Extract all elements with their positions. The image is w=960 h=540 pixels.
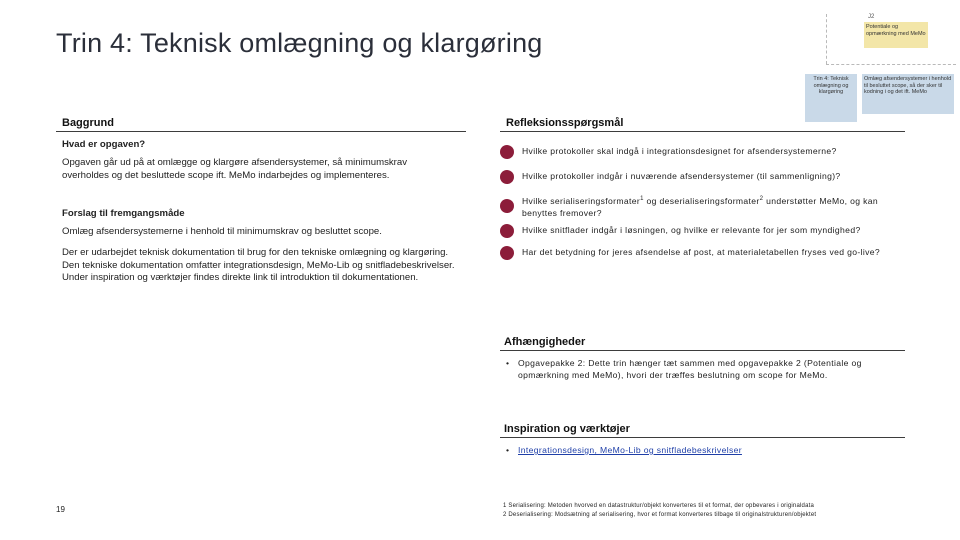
question-text: Hvilke snitflader indgår i løsningen, og hvilke er relevante for jer som myndighed? [522,225,861,235]
reflection-question [500,145,907,159]
documentation-text: Der er udarbejdet teknisk dokumentation til brug for den tekniske omlægning og klargøring. Den tekniske dokumentation omfatter integrationsdesign, MeMo-Lib og snitfladebeskrivelser. Under inspiration og værktøjer findes direkte link til introduktion til dokumentationen. [62,247,455,283]
reflection-question [500,224,907,238]
inspiration-heading: Inspiration og værktøjer [504,423,630,435]
question-part: understøtter MeMo, og kan benyttes fremover? [522,195,878,218]
reflection-question [500,170,907,184]
map-box-current: Trin 4: Teknisk omlægning og klargøring [805,74,857,122]
background-heading: Baggrund [62,117,114,129]
reflection-question [500,193,907,219]
question-text [522,193,907,219]
dependency-item [506,357,898,381]
question-part: og deserialiseringsformater [646,195,760,206]
page-number: 19 [56,505,65,514]
footnote-ref: 1 [640,196,644,202]
question-text: Har det betydning for jeres afsendelse af post, at materialetabellen fryses ved go-live? [522,247,881,257]
footnote-2: 2 Deserialisering: Modsætning af serialisering, hvor et format konverteres tilbage til originalstrukturen/objektet [503,512,817,518]
footnote-ref: 2 [759,196,764,202]
question-text: Hvilke protokoller indgår i nuværende afsendersystemer (til sammenligning)? [522,171,841,181]
footnote-1: 1 Serialisering: Metoden hvorved en datastruktur/objekt konverteres til et format, der opbevares i originaldata [503,503,815,509]
dependency-text: Opgavepakke 2: Dette trin hænger tæt sammen med opgavepakke 2 (Potentiale og opmærkning med MeMo), hvori der træffes beslutning om scope for MeMo. [518,358,862,380]
map-step-number: J2 [868,14,875,20]
approach-text: Omlæg afsendersystemerne i henhold til minimumskrav og besluttet scope. [62,226,382,237]
documentation-link[interactable]: Integrationsdesign, MeMo-Lib og snitfladebeskrivelser [518,445,742,455]
task-description: Opgaven går ud på at omlægge og klargøre afsendersystemer, så minimumskrav overholdes og det besluttede scope ift. MeMo indarbejdes og implementeres. [62,157,407,181]
map-box-detail: Omlæg afsendersystemer i henhold til besluttet scope, så der sker til kodning i og det ift. MeMo [862,74,954,114]
bullet-icon: • [506,445,510,455]
divider [500,350,905,351]
reflection-question [500,246,907,260]
page-title: Trin 4: Teknisk omlægning og klargøring [56,28,543,58]
task-question: Hvad er opgaven? [62,139,146,150]
question-part: Hvilke serialiseringsformater [522,195,641,206]
dependencies-heading: Afhængigheder [504,336,586,348]
process-map [800,8,960,123]
map-box-top: Potentiale og opmærkning med MeMo [864,22,928,48]
divider [500,131,905,132]
reflection-heading: Refleksionsspørgsmål [506,117,624,129]
bullet-icon: • [506,358,510,368]
divider [56,131,466,132]
question-marker [500,246,514,260]
question-marker [500,199,514,213]
inspiration-item [506,444,742,456]
approach-heading: Forslag til fremgangsmåde [62,208,185,219]
question-marker [500,170,514,184]
map-connector [826,14,827,64]
map-connector [826,64,956,65]
question-marker [500,224,514,238]
divider [500,437,905,438]
question-text: Hvilke protokoller skal indgå i integrationsdesignet for afsendersystemerne? [522,146,837,156]
question-marker [500,145,514,159]
